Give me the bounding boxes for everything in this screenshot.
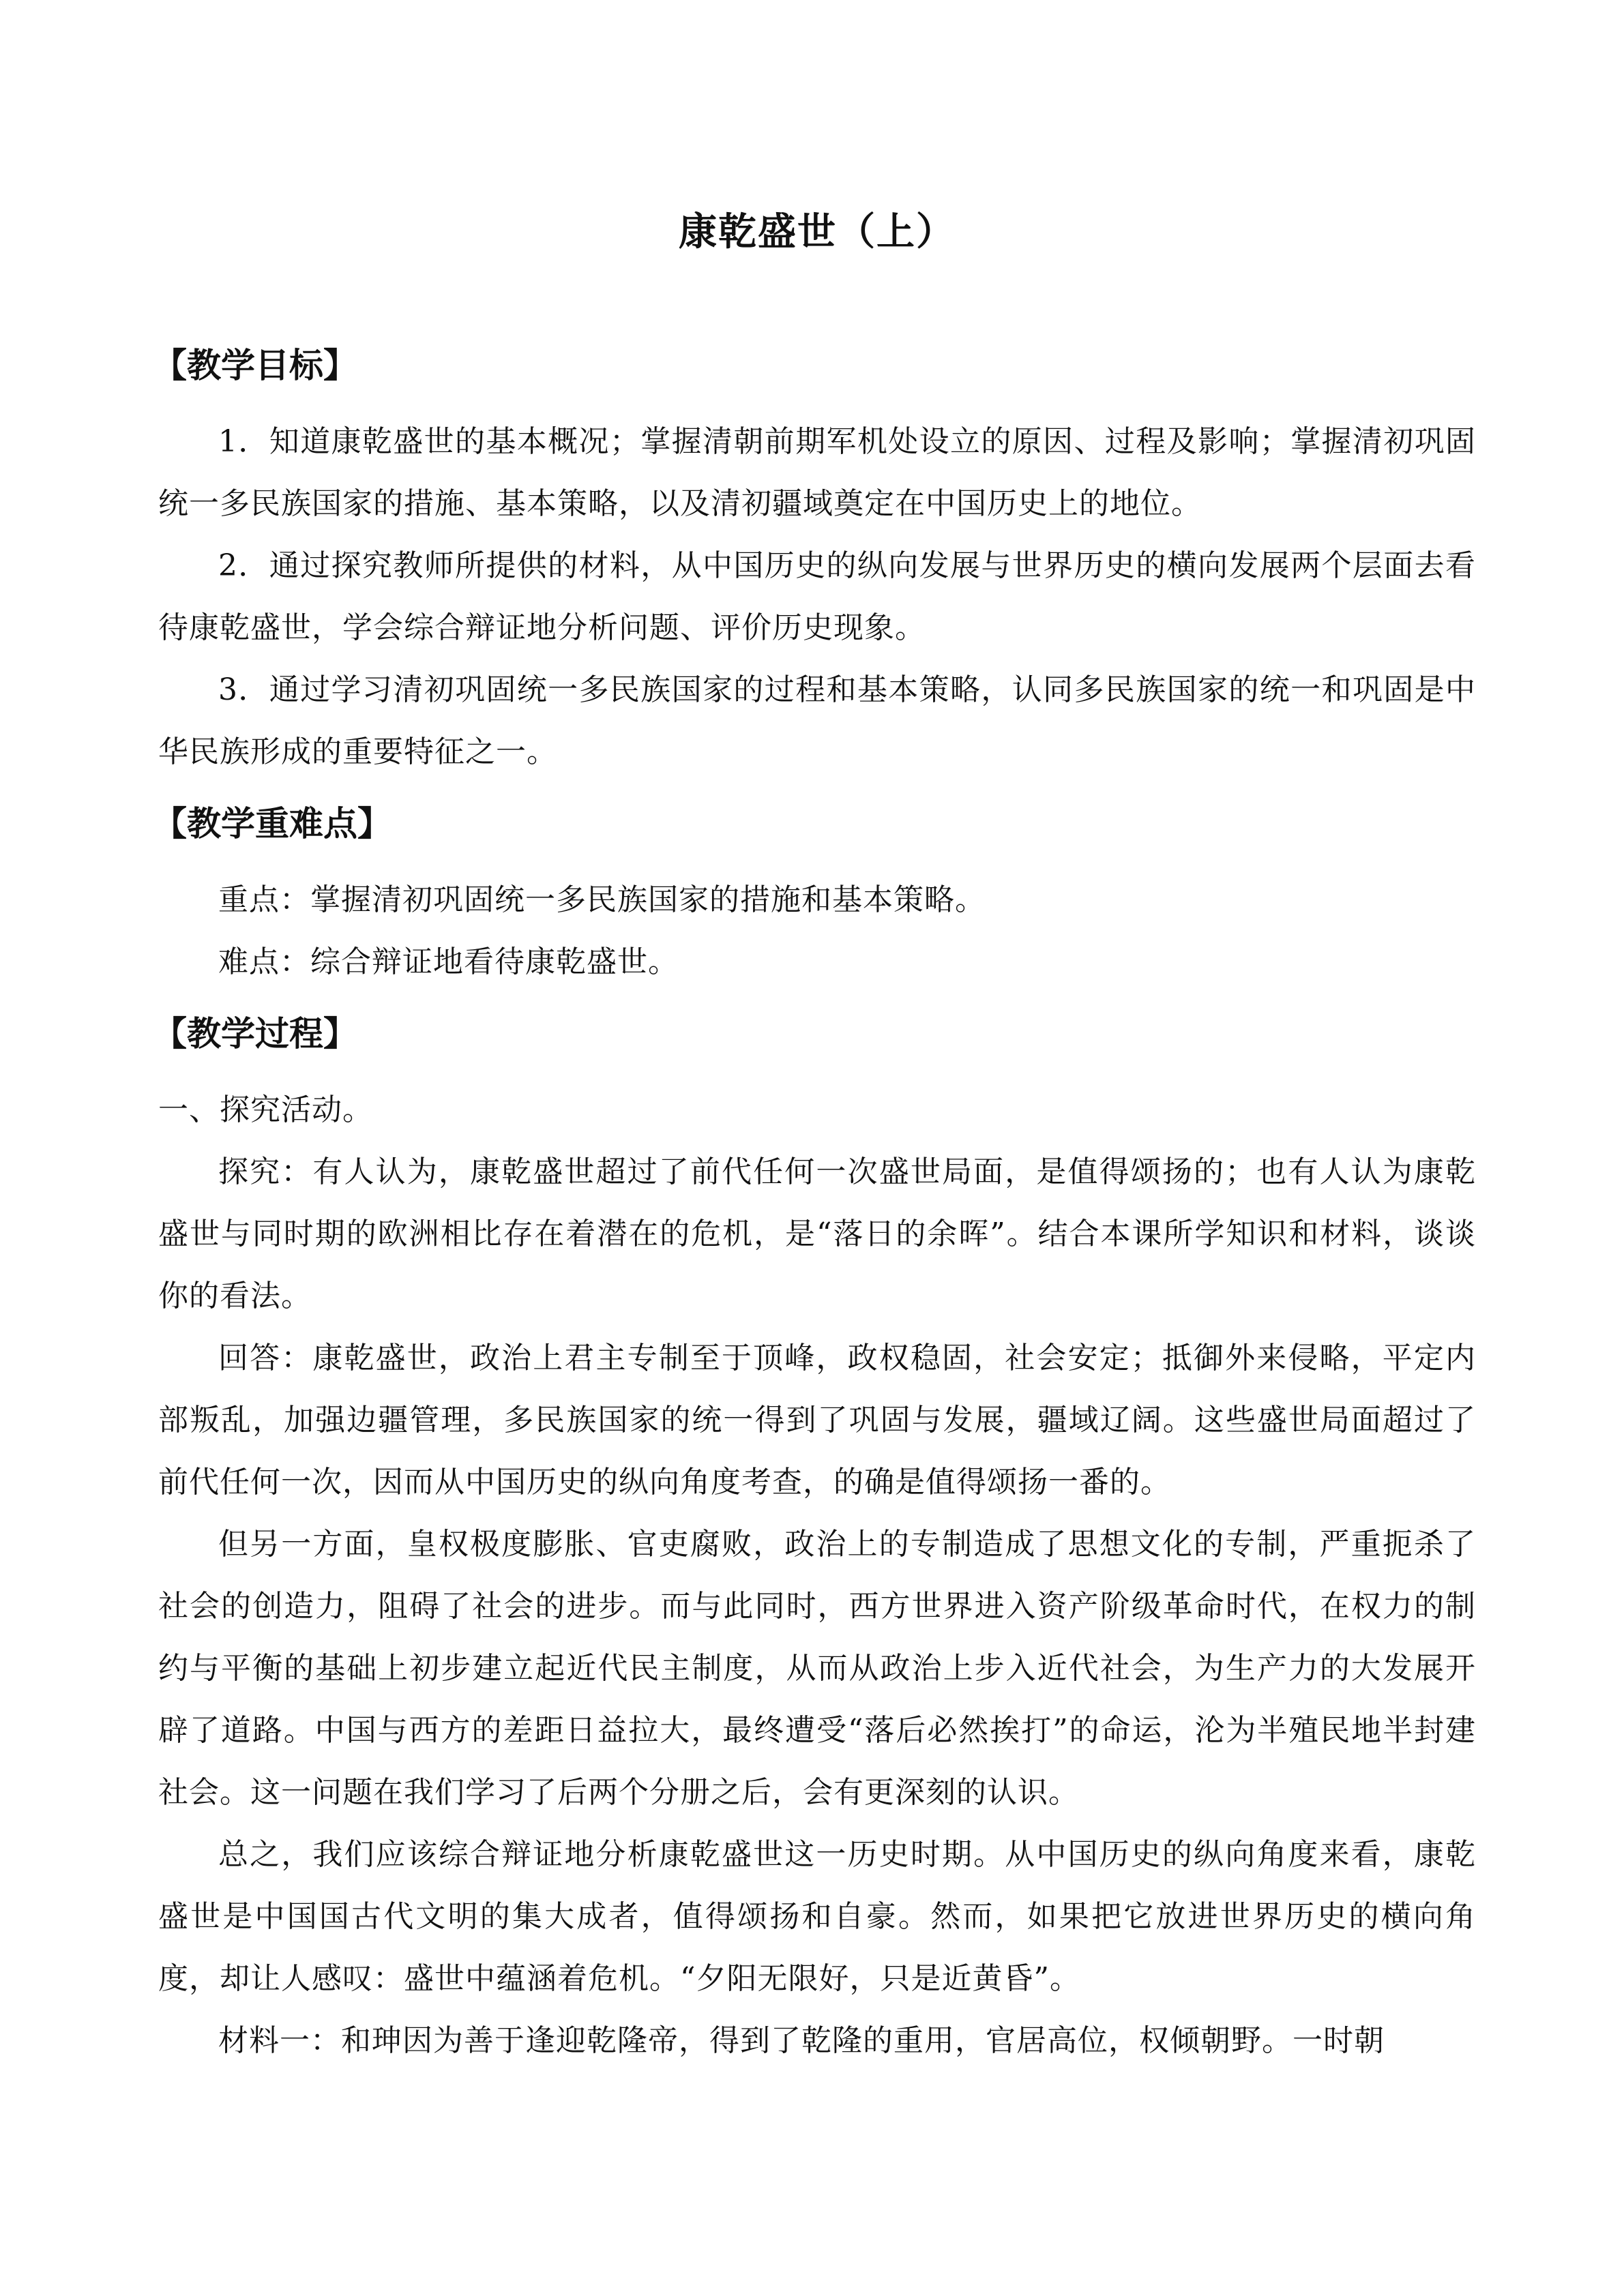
process-subheading: 一、探究活动。 bbox=[158, 1092, 373, 1127]
process-paragraph: 材料一：和珅因为善于逢迎乾隆帝，得到了乾隆的重用，官居高位，权倾朝野。一时朝 bbox=[218, 2023, 1385, 2058]
process-paragraph: 总之，我们应该综合辩证地分析康乾盛世这一历史时期。从中国历史的纵向角度来看，康乾盛世是中国国古代文明的集大成者，值得颂扬和自豪。然而，如果把它放进世界历史的横向角度，却让人感叹：盛世中蕴涵着危机。“夕阳无限好，只是近黄昏”。 bbox=[158, 1837, 1476, 1996]
objective-item: 3．通过学习清初巩固统一多民族国家的过程和基本策略，认同多民族国家的统一和巩固是中华民族形成的重要特征之一。 bbox=[158, 672, 1476, 769]
section-heading-process: 【教学过程】 bbox=[153, 1013, 357, 1054]
objective-item: 2．通过探究教师所提供的材料，从中国历史的纵向发展与世界历史的横向发展两个层面去看待康乾盛世，学会综合辩证地分析问题、评价历史现象。 bbox=[158, 548, 1476, 645]
process-paragraph: 探究：有人认为，康乾盛世超过了前代任何一次盛世局面，是值得颂扬的；也有人认为康乾盛世与同时期的欧洲相比存在着潜在的危机，是“落日的余晖”。结合本课所学知识和材料，谈谈你的看法。 bbox=[158, 1154, 1476, 1313]
process-paragraph: 回答：康乾盛世，政治上君主专制至于顶峰，政权稳固，社会安定；抵御外来侵略，平定内部叛乱，加强边疆管理，多民族国家的统一得到了巩固与发展，疆域辽阔。这些盛世局面超过了前代任何一次，因而从中国历史的纵向角度考查，的确是值得颂扬一番的。 bbox=[158, 1341, 1476, 1500]
objective-item: 1．知道康乾盛世的基本概况；掌握清朝前期军机处设立的原因、过程及影响；掌握清初巩固统一多民族国家的措施、基本策略，以及清初疆域奠定在中国历史上的地位。 bbox=[158, 424, 1476, 521]
section-heading-key-points: 【教学重难点】 bbox=[153, 803, 392, 844]
process-paragraph: 但另一方面，皇权极度膨胀、官吏腐败，政治上的专制造成了思想文化的专制，严重扼杀了社会的创造力，阻碍了社会的进步。而与此同时，西方世界进入资产阶级革命时代，在权力的制约与平衡的基础上初步建立起近代民主制度，从而从政治上步入近代社会，为生产力的大发展开辟了道路。中国与西方的差距日益拉大，最终遭受“落后必然挨打”的命运，沦为半殖民地半封建社会。这一问题在我们学习了后两个分册之后，会有更深刻的认识。 bbox=[158, 1527, 1476, 1810]
document-content bbox=[153, 205, 1476, 2072]
key-point-item: 重点：掌握清初巩固统一多民族国家的措施和基本策略。 bbox=[218, 882, 986, 917]
difficult-point-item: 难点：综合辩证地看待康乾盛世。 bbox=[218, 944, 679, 979]
document-title: 康乾盛世（上） bbox=[679, 209, 956, 254]
section-heading-objectives: 【教学目标】 bbox=[153, 345, 357, 385]
